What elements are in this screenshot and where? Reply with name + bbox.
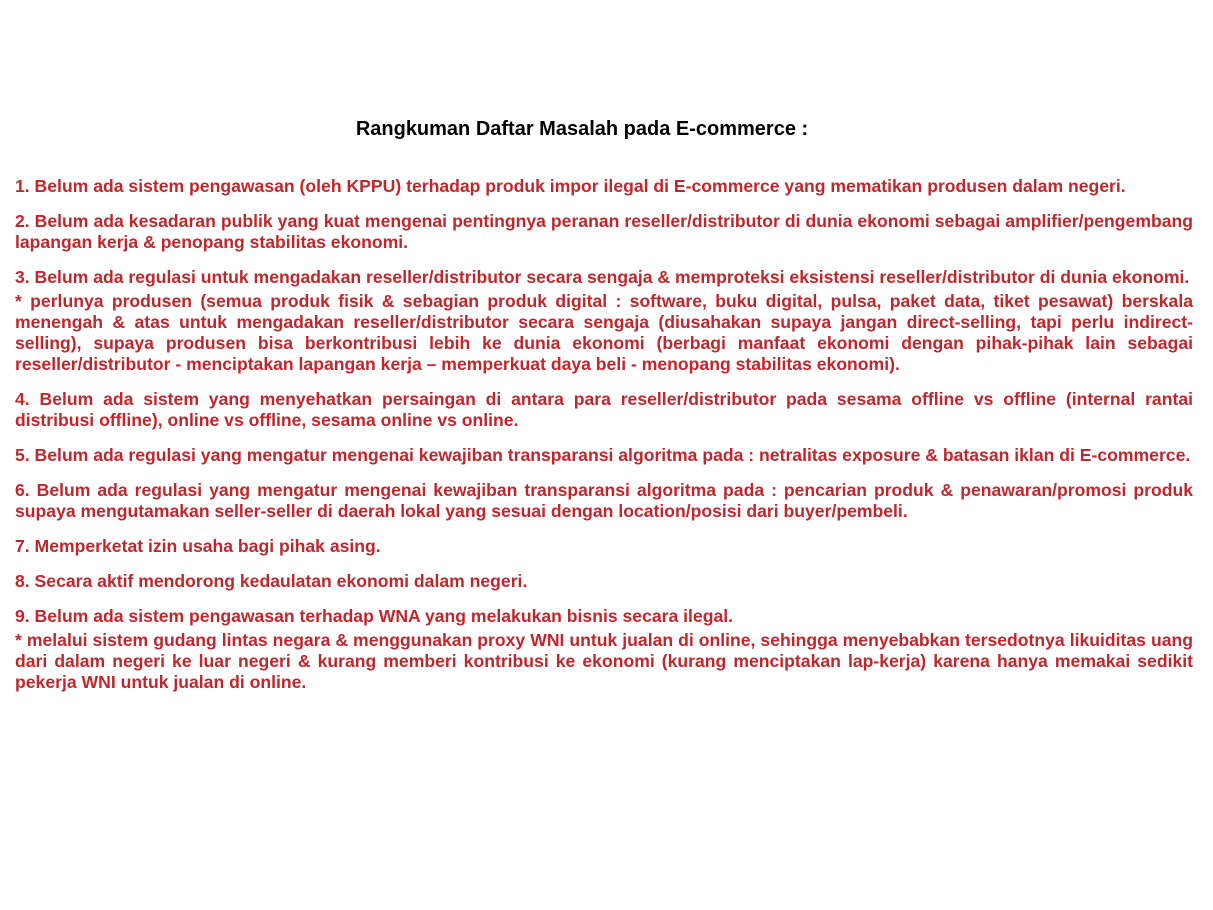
list-item [15, 267, 1193, 375]
list-item-text: 6. Belum ada regulasi yang mengatur mengenai kewajiban transparansi algoritma pada : pencarian produk & penawaran/promosi produk supaya mengutamakan seller-seller di daerah lokal yang sesuai dengan location/posisi dari buyer/pembeli. [15, 480, 1193, 521]
list-item [15, 176, 1193, 197]
list-item [15, 606, 1193, 693]
list-item-note: * perlunya produsen (semua produk fisik & sebagian produk digital : software, buku digital, pulsa, paket data, tiket pesawat) berskala menengah & atas untuk mengadakan reseller/distributor secara sengaja (diusahakan supaya jangan direct-selling, tapi perlu indirect-selling), supaya produsen bisa berkontribusi lebih ke dunia ekonomi (berbagi manfaat ekonomi dengan pihak-pihak lain sebagai reseller/distributor - menciptakan lapangan kerja – memperkuat daya beli - menopang stabilitas ekonomi). [15, 291, 1193, 374]
list-item [15, 536, 1193, 557]
list-item-text: 4. Belum ada sistem yang menyehatkan persaingan di antara para reseller/distributor pada sesama offline vs offline (internal rantai distribusi offline), online vs offline, sesama online vs online. [15, 389, 1193, 430]
list-item [15, 211, 1193, 253]
list-item [15, 571, 1193, 592]
list-item-text: 1. Belum ada sistem pengawasan (oleh KPPU) terhadap produk impor ilegal di E-commerce yang mematikan produsen dalam negeri. [15, 176, 1126, 196]
list-item-note: * melalui sistem gudang lintas negara & menggunakan proxy WNI untuk jualan di online, sehingga menyebabkan tersedotnya likuiditas uang dari dalam negeri ke luar negeri & kurang memberi kontribusi ke ekonomi (kurang menciptakan lap-kerja) karena hanya memakai sedikit pekerja WNI untuk jualan di online. [15, 630, 1193, 692]
list-item-text: 2. Belum ada kesadaran publik yang kuat mengenai pentingnya peranan reseller/distributor di dunia ekonomi sebagai amplifier/pengembang lapangan kerja & penopang stabilitas ekonomi. [15, 211, 1193, 252]
page-title: Rangkuman Daftar Masalah pada E-commerce : [355, 118, 809, 140]
list-item-text: 7. Memperketat izin usaha bagi pihak asing. [15, 536, 381, 556]
list-item [15, 389, 1193, 431]
list-item [15, 445, 1193, 466]
list-item-text: 9. Belum ada sistem pengawasan terhadap WNA yang melakukan bisnis secara ilegal. [15, 606, 734, 626]
list-item-text: 5. Belum ada regulasi yang mengatur mengenai kewajiban transparansi algoritma pada : netralitas exposure & batasan iklan di E-commerce. [15, 445, 1191, 465]
list-item-text: 8. Secara aktif mendorong kedaulatan ekonomi dalam negeri. [15, 571, 528, 591]
problem-list [15, 176, 1193, 707]
list-item-text: 3. Belum ada regulasi untuk mengadakan reseller/distributor secara sengaja & memproteksi eksistensi reseller/distributor di dunia ekonomi. [15, 267, 1190, 287]
list-item [15, 480, 1193, 522]
